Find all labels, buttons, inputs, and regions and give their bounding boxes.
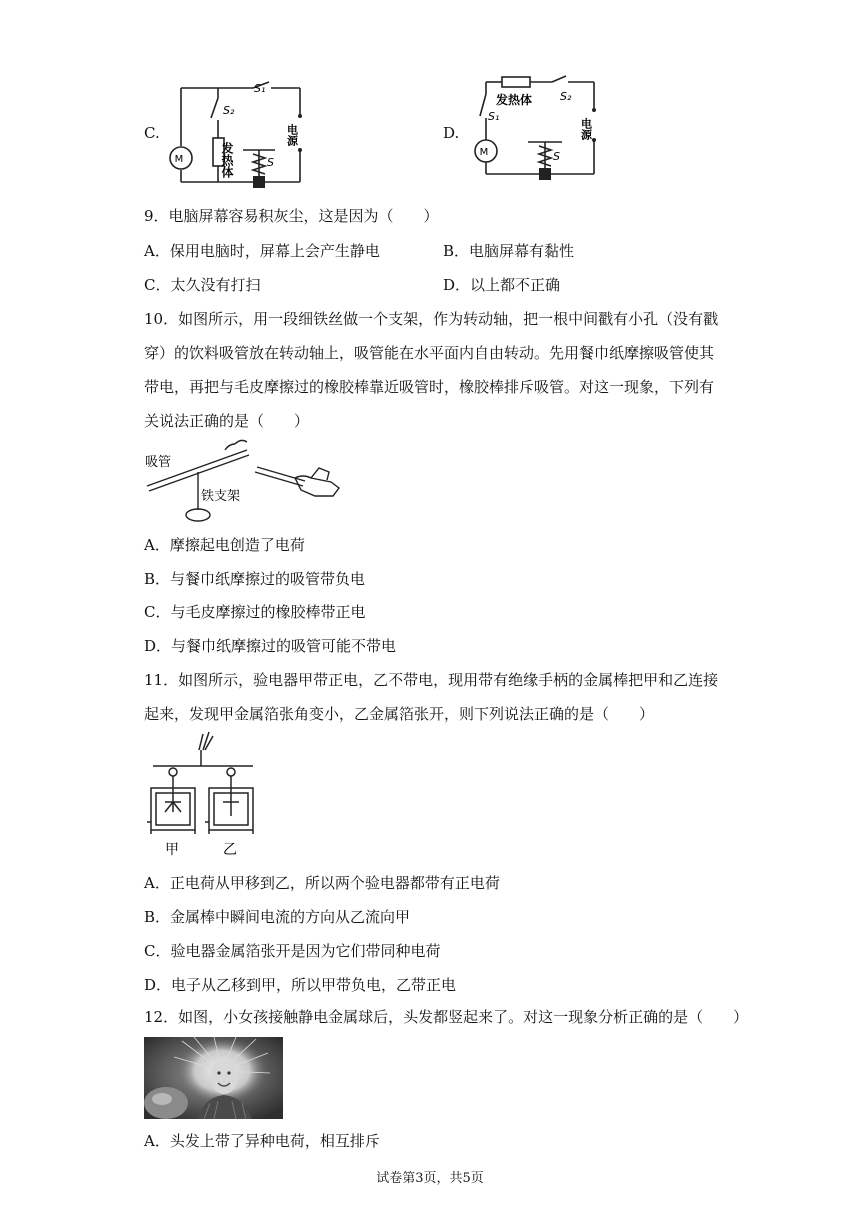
stand-label: 铁支架 (201, 489, 241, 504)
circuit-diagram-d (470, 70, 610, 185)
s1-label: S₁ (254, 82, 266, 95)
q10-option-a: A．摩擦起电创造了电荷 (144, 536, 305, 554)
source-label: 电源 (285, 124, 299, 146)
question-11-line: 起来，发现甲金属箔张角变小，乙金属箔张开，则下列说法正确的是（ ） (144, 705, 655, 723)
q9-option-d: D．以上都不正确 (443, 276, 561, 294)
straw-label: 吸管 (145, 455, 172, 470)
question-10-line: 穿）的饮料吸管放在转动轴上，吸管能在水平面内自由转动。先用餐巾纸摩擦吸管使其 (144, 344, 715, 362)
heater-label: 发热体 (496, 93, 533, 107)
electroscope-yi-label: 乙 (223, 842, 237, 858)
question-12-stem: 12．如图，小女孩接触静电金属球后，头发都竖起来了。对这一现象分析正确的是（ ） (144, 1008, 749, 1026)
q10-option-c: C．与毛皮摩擦过的橡胶棒带正电 (144, 603, 366, 621)
question-11-line: 11．如图所示，验电器甲带正电，乙不带电，现用带有绝缘手柄的金属棒把甲和乙连接 (144, 671, 719, 689)
q12-option-a: A．头发上带了异种电荷，相互排斥 (144, 1132, 380, 1150)
option-d-label: D. (443, 124, 460, 142)
option-c-label: C. (144, 124, 160, 142)
electroscope-jia-label: 甲 (165, 842, 179, 858)
s-label: S (267, 156, 274, 169)
s2-label: S₂ (560, 90, 572, 103)
question-10-line: 带电，再把与毛皮摩擦过的橡胶棒靠近吸管时，橡胶棒排斥吸管。对这一现象，下列有 (144, 378, 715, 396)
s2-label: S₂ (223, 104, 235, 117)
q9-option-a: A．保用电脑时，屏幕上会产生静电 (144, 242, 380, 260)
page-footer: 试卷第3页，共5页 (376, 1171, 484, 1186)
q9-option-c: C．太久没有打扫 (144, 276, 261, 294)
q11-option-c: C．验电器金属箔张开是因为它们带同种电荷 (144, 942, 441, 960)
question-9-stem: 9．电脑屏幕容易积灰尘，这是因为（ ） (144, 207, 439, 225)
electroscope-figure (143, 728, 258, 858)
motor-label: M (479, 147, 489, 158)
straw-figure (143, 438, 343, 526)
question-10-line: 关说法正确的是（ ） (144, 412, 310, 430)
s-label: S (553, 150, 560, 163)
motor-label: M (174, 154, 184, 165)
q11-option-b: B．金属棒中瞬间电流的方向从乙流向甲 (144, 908, 411, 926)
q10-option-d: D．与餐巾纸摩擦过的吸管可能不带电 (144, 637, 397, 655)
s1-label: S₁ (488, 110, 500, 123)
heater-label-vertical: 发热体 (220, 142, 234, 178)
q9-option-b: B．电脑屏幕有黏性 (443, 242, 575, 260)
question-10-line: 10．如图所示，用一段细铁丝做一个支架，作为转动轴，把一根中间戳有小孔（没有戳 (144, 310, 719, 328)
q10-option-b: B．与餐巾纸摩擦过的吸管带负电 (144, 570, 366, 588)
q11-option-d: D．电子从乙移到甲，所以甲带负电，乙带正电 (144, 976, 457, 994)
girl-photo (144, 1037, 283, 1119)
q11-option-a: A．正电荷从甲移到乙，所以两个验电器都带有正电荷 (144, 874, 500, 892)
circuit-diagram-c (163, 80, 313, 195)
source-label: 电源 (579, 118, 593, 140)
